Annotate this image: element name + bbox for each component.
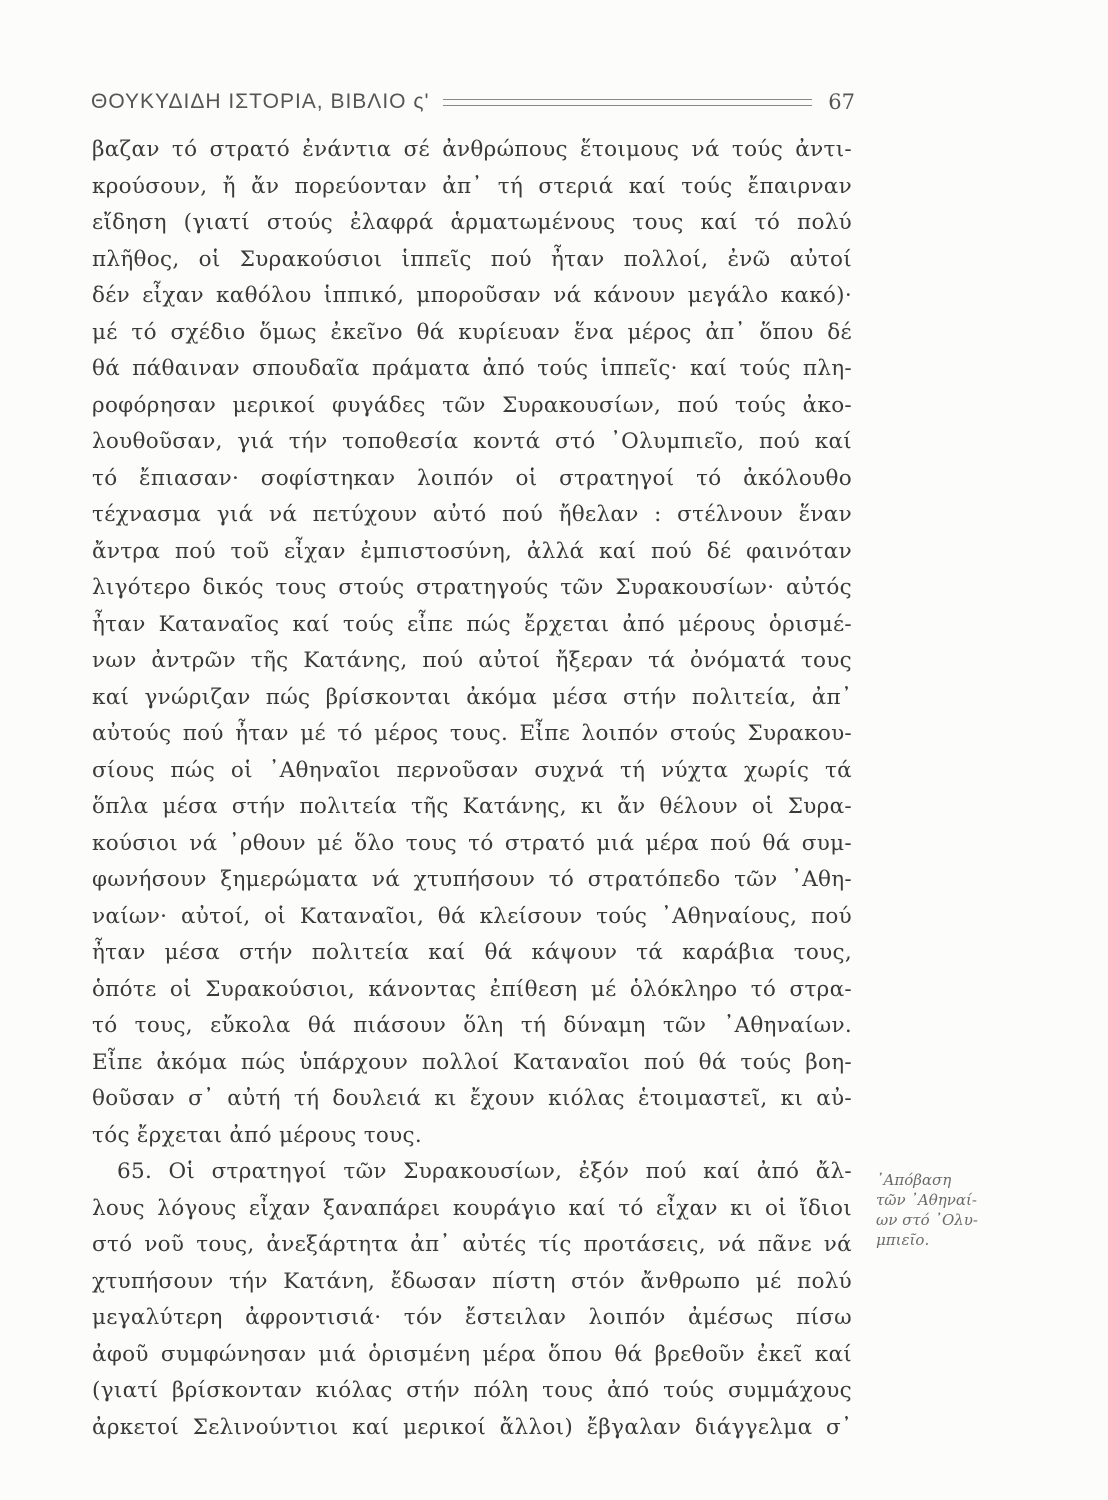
- text-line: πλῆθος, οἱ Συρακούσιοι ἱππεῖς πού ἦταν πολλοί, ἐνῶ αὐτοί: [92, 246, 852, 272]
- text-line: τό ἔπιασαν· σοφίστηκαν λοιπόν οἱ στρατηγοί τό ἀκόλουθο: [92, 465, 852, 491]
- text-line: νων ἀντρῶν τῆς Κατάνης, πού αὐτοί ἤξεραν τά ὀνόματά τους: [92, 648, 852, 673]
- text-line: (γιατί βρίσκονταν κιόλας στήν πόλη τους ἀπό τούς συμμάχους: [92, 1378, 852, 1403]
- margin-note-line: τῶν ᾿Αθηναί-: [876, 1191, 977, 1209]
- text-line: λους λόγους εἶχαν ξαναπάρει κουράγιο καί τό εἶχαν κι οἱ ἴδιοι: [92, 1195, 852, 1221]
- text-line: τέχνασμα γιά νά πετύχουν αὐτό πού ἤθελαν : στέλνουν ἕναν: [92, 502, 852, 527]
- margin-note-line: ᾿Απόβαση: [876, 1171, 952, 1189]
- margin-note-line: μπιεῖο.: [876, 1231, 930, 1249]
- header-rule: [443, 99, 812, 106]
- text-line: ἄντρα πού τοῦ εἶχαν ἐμπιστοσύνη, ἀλλά καί πού δέ φαινόταν: [92, 538, 852, 564]
- text-line: ροφόρησαν μερικοί φυγάδες τῶν Συρακουσίων, πού τούς ἀκο-: [92, 392, 852, 418]
- text-line: ἦταν Καταναῖος καί τούς εἶπε πώς ἔρχεται ἀπό μέρους ὁρισμέ-: [92, 611, 852, 637]
- margin-note: [876, 1170, 986, 1250]
- running-header: [91, 82, 855, 122]
- text-line: φωνήσουν ξημερώματα νά χτυπήσουν τό στρατόπεδο τῶν ᾿Αθη-: [92, 867, 852, 892]
- text-line: μέ τό σχέδιο ὅμως ἐκεῖνο θά κυρίευαν ἕνα μέρος ἀπ᾿ ὅπου δέ: [92, 319, 852, 345]
- text-line: χτυπήσουν τήν Κατάνη, ἔδωσαν πίστη στόν ἄνθρωπο μέ πολύ: [92, 1268, 852, 1294]
- section-65-start: 65. Οἱ στρατηγοί τῶν Συρακουσίων, ἐξόν πού καί ἀπό ἄλ-: [117, 1159, 852, 1184]
- page-number: 67: [828, 90, 855, 114]
- text-line: μεγαλύτερη ἀφροντισιά· τόν ἔστειλαν λοιπόν ἀμέσως πίσω: [92, 1305, 852, 1330]
- text-line: θά πάθαιναν σπουδαῖα πράματα ἀπό τούς ἱππεῖς· καί τούς πλη-: [92, 356, 852, 381]
- text-line: αὐτούς πού ἦταν μέ τό μέρος τους. Εἶπε λοιπόν στούς Συρακου-: [92, 721, 852, 746]
- text-line: ναίων· αὐτοί, οἱ Καταναῖοι, θά κλείσουν τούς ᾿Αθηναίους, πού: [92, 903, 852, 929]
- text-line: σίους πώς οἱ ᾿Αθηναῖοι περνοῦσαν συχνά τή νύχτα χωρίς τά: [92, 757, 852, 783]
- text-line: στό νοῦ τους, ἀνεξάρτητα ἀπ᾿ αὐτές τίς προτάσεις, νά πᾶνε νά: [92, 1232, 852, 1257]
- text-line: δέν εἶχαν καθόλου ἱππικό, μποροῦσαν νά κάνουν μεγάλο κακό)·: [92, 283, 852, 308]
- text-line: ὅπλα μέσα στήν πολιτεία τῆς Κατάνης, κι ἄν θέλουν οἱ Συρα-: [92, 794, 852, 819]
- text-line: ἦταν μέσα στήν πολιτεία καί θά κάψουν τά καράβια τους,: [92, 940, 852, 965]
- text-line: θοῦσαν σ᾿ αὐτή τή δουλειά κι ἔχουν κιόλας ἑτοιμαστεῖ, κι αὐ-: [92, 1086, 852, 1111]
- text-line: κούσιοι νά ᾿ρθουν μέ ὅλο τους τό στρατό μιά μέρα πού θά συμ-: [92, 830, 852, 856]
- text-line: Εἶπε ἀκόμα πώς ὑπάρχουν πολλοί Καταναῖοι πού θά τούς βοη-: [92, 1049, 852, 1075]
- text-line: τός ἔρχεται ἀπό μέρους τους.: [92, 1122, 422, 1148]
- text-line: ἀφοῦ συμφώνησαν μιά ὁρισμένη μέρα ὅπου θά βρεθοῦν ἐκεῖ καί: [92, 1341, 852, 1367]
- text-line: τό τους, εὔκολα θά πιάσουν ὅλη τή δύναμη τῶν ᾿Αθηναίων.: [92, 1013, 852, 1038]
- text-line: βαζαν τό στρατό ἐνάντια σέ ἀνθρώπους ἕτοιμους νά τούς ἀντι-: [92, 137, 852, 162]
- text-line: λουθοῦσαν, γιά τήν τοποθεσία κοντά στό ᾿Ολυμπιεῖο, πού καί: [92, 429, 852, 454]
- text-line: ἀρκετοί Σελινούντιοι καί μερικοί ἄλλοι) ἔβγαλαν διάγγελμα σ᾿: [92, 1414, 852, 1440]
- text-line: ὁπότε οἱ Συρακούσιοι, κάνοντας ἐπίθεση μέ ὁλόκληρο τό στρα-: [92, 976, 852, 1002]
- text-line: κρούσουν, ἤ ἄν πορεύονταν ἀπ᾿ τή στεριά καί τούς ἔπαιρναν: [92, 173, 852, 199]
- text-line: λιγότερο δικός τους στούς στρατηγούς τῶν Συρακουσίων· αὐτός: [92, 575, 852, 600]
- body-text: [92, 132, 852, 1446]
- running-head-title: ΘΟΥΚΥΔΙΔΗ ΙΣΤΟΡΙΑ, ΒΙΒΛΙΟ ς': [91, 90, 430, 113]
- margin-note-line: ων στό ᾿Ολυ-: [876, 1211, 978, 1229]
- text-line: εἴδηση (γιατί στούς ἐλαφρά ἁρματωμένους τους καί τό πολύ: [92, 210, 852, 235]
- text-line: καί γνώριζαν πώς βρίσκονται ἀκόμα μέσα στήν πολιτεία, ἀπ᾿: [92, 684, 852, 710]
